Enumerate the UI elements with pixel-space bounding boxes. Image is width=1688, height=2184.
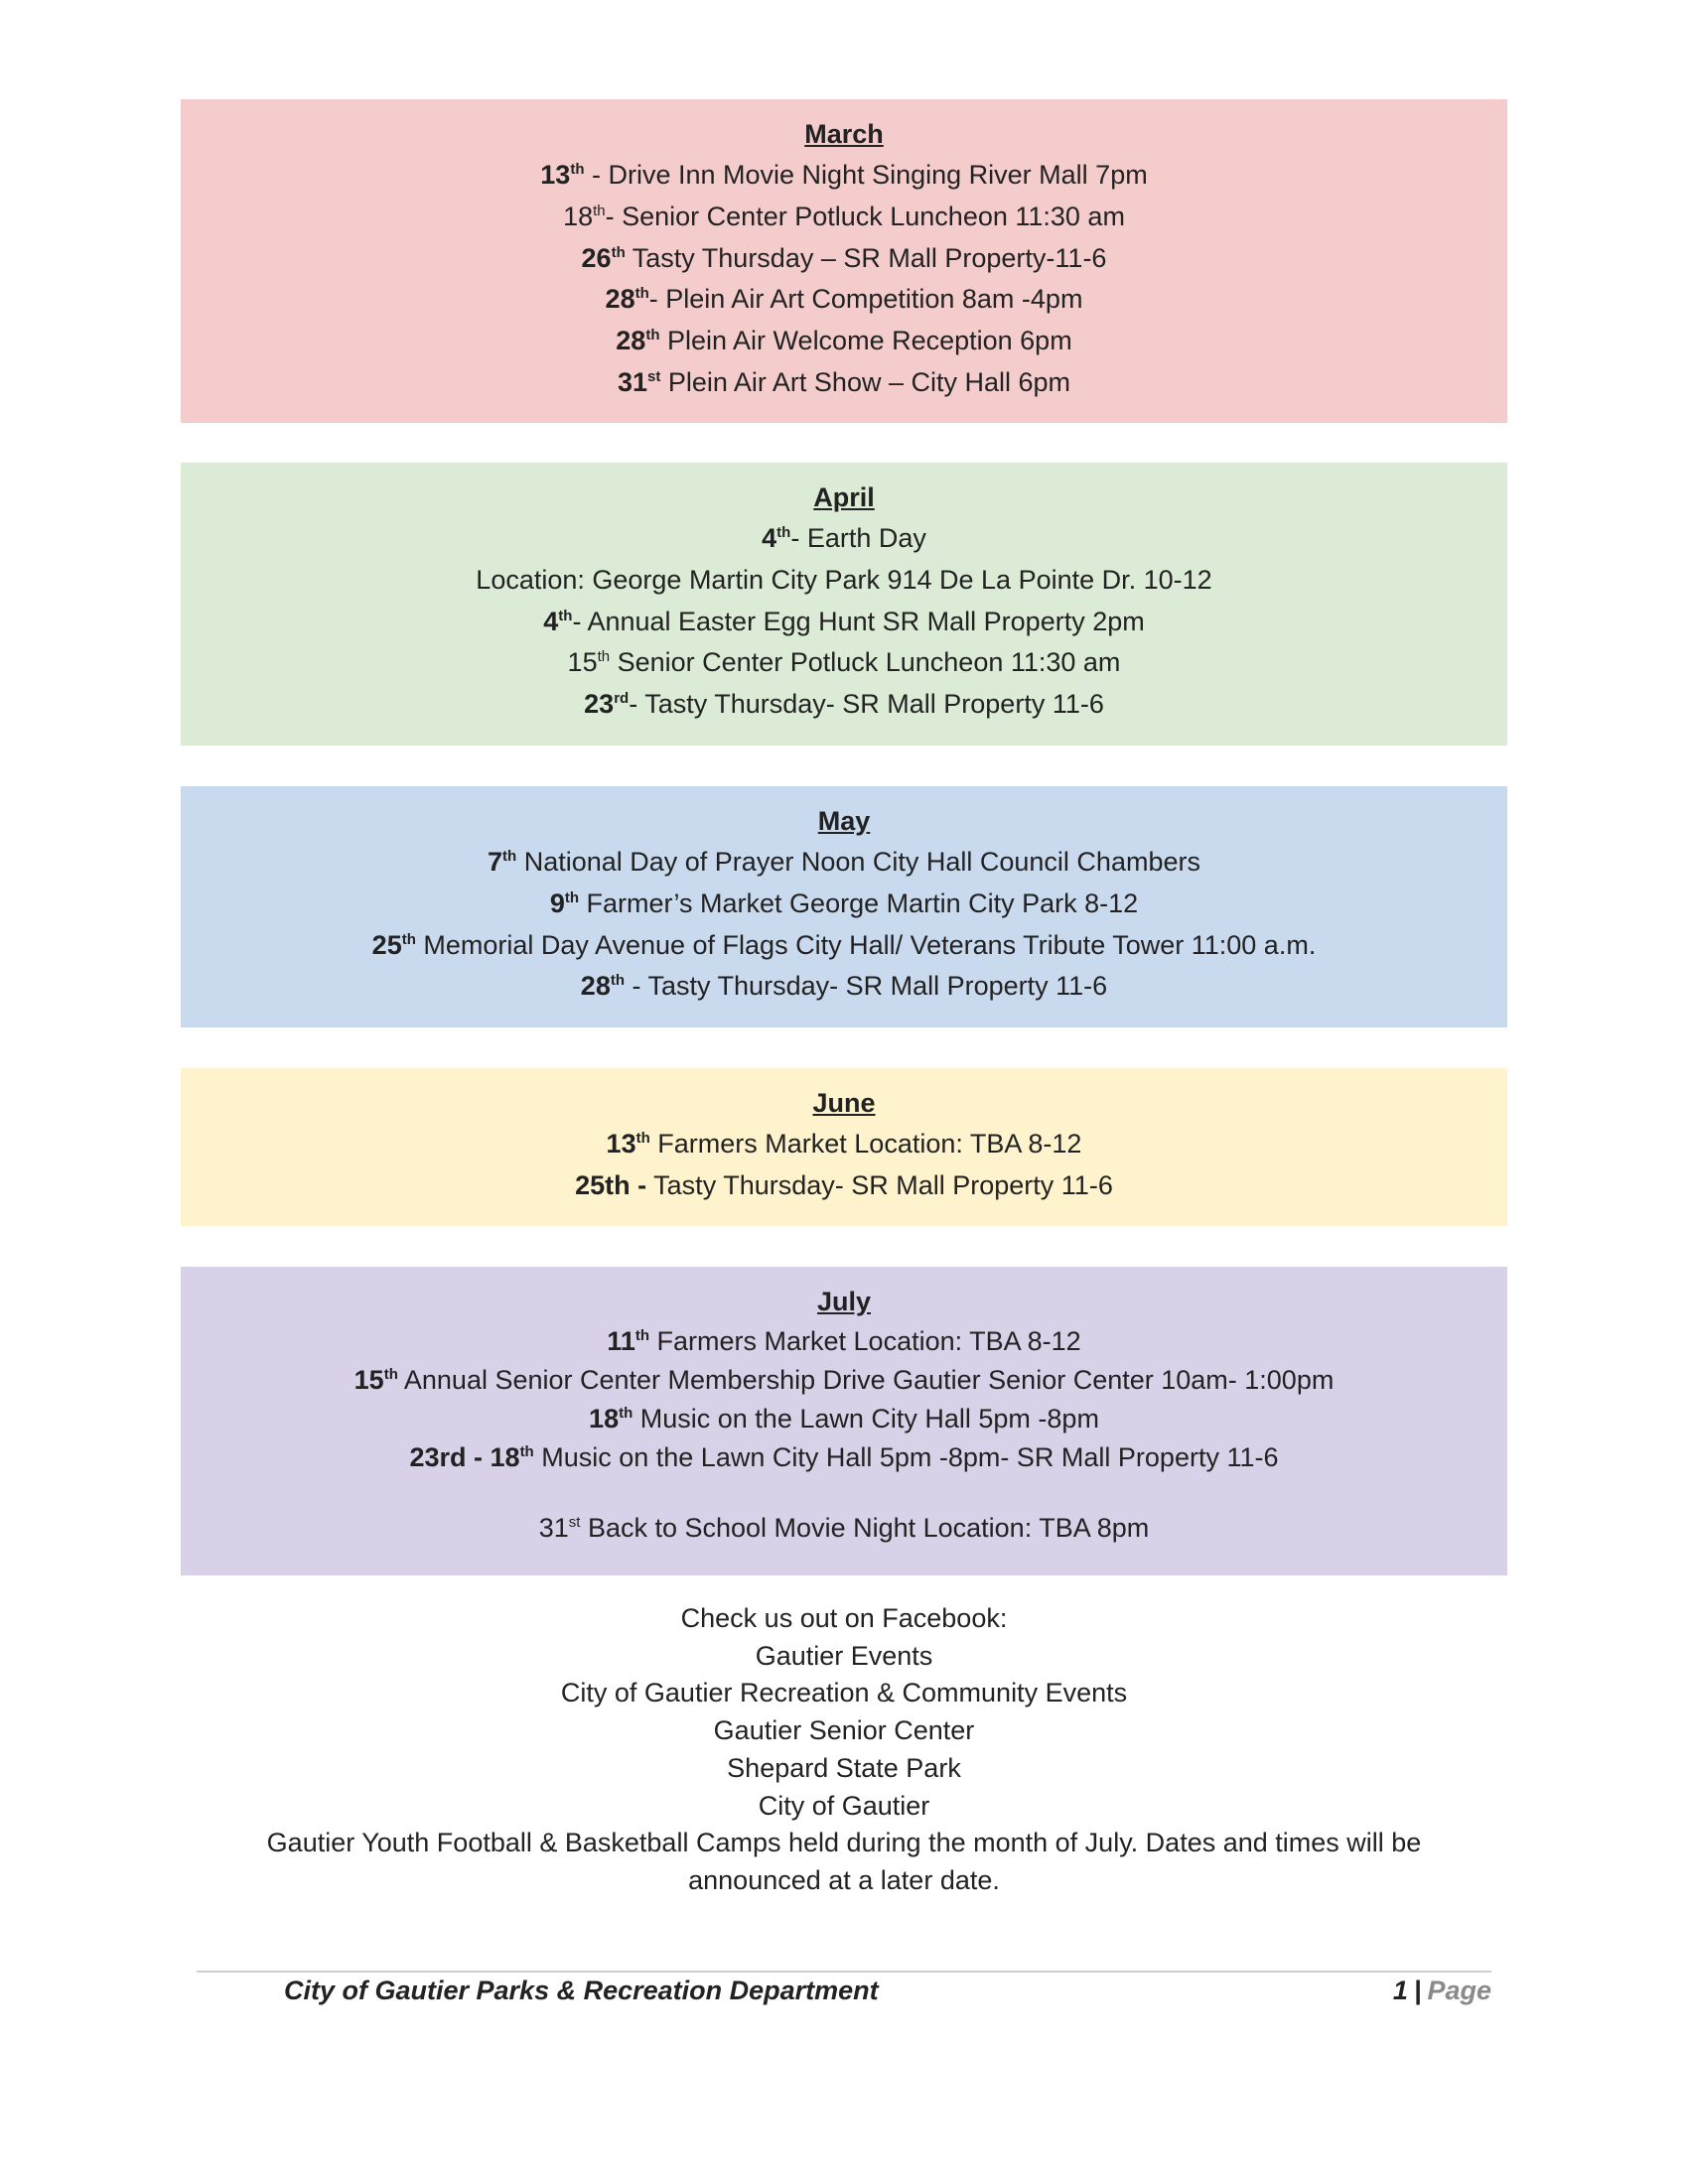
event-day-suffix: th: [634, 1327, 650, 1344]
event-line: [181, 197, 1507, 238]
event-text: Farmers Market Location: TBA 8-12: [649, 1129, 1082, 1159]
event-day-suffix: rd: [614, 690, 630, 708]
event-day: 25: [371, 929, 402, 960]
month-title: March: [804, 119, 884, 149]
facebook-page-item: Gautier Events: [755, 1640, 933, 1671]
event-day: 23: [584, 689, 615, 720]
event-text: - Drive Inn Movie Night Singing River Mall 7pm: [584, 160, 1148, 190]
event-day-suffix: th: [502, 848, 517, 865]
facebook-page-item: Shepard State Park: [727, 1752, 961, 1783]
event-day-suffix: th: [564, 888, 580, 906]
event-day-suffix: th: [519, 1443, 534, 1460]
event-line: [181, 1509, 1507, 1548]
event-day: 13: [606, 1129, 636, 1159]
event-line: [181, 155, 1507, 197]
event-day-suffix: th: [610, 972, 626, 990]
event-line: [181, 279, 1507, 321]
event-day-suffix: th: [776, 524, 791, 541]
event-day-suffix: th: [619, 1405, 633, 1422]
event-day-suffix: th: [645, 327, 660, 344]
event-text: Plein Air Welcome Reception 6pm: [659, 326, 1072, 356]
facebook-page-item: City of Gautier Recreation & Community Events: [560, 1678, 1128, 1708]
event-line: [181, 1322, 1507, 1361]
event-day: 28: [616, 326, 646, 356]
month-section-march: [181, 99, 1507, 423]
event-day-suffix: th: [401, 930, 416, 948]
facebook-heading: Check us out on Facebook:: [680, 1603, 1008, 1633]
event-day: 13: [540, 160, 571, 190]
event-line: [181, 602, 1507, 643]
event-text: Tasty Thursday – SR Mall Property-11-6: [625, 242, 1107, 273]
event-day-suffix: th: [611, 243, 626, 261]
event-day: 18: [563, 201, 594, 231]
event-text: Plein Air Art Show – City Hall 6pm: [660, 366, 1071, 397]
event-day: 15: [353, 1365, 384, 1395]
event-text: - Plein Air Art Competition 8am -4pm: [648, 284, 1083, 315]
event-day: 28: [580, 971, 611, 1002]
footer-department: City of Gautier Parks & Recreation Department: [284, 1976, 879, 2005]
month-section-april: [181, 463, 1507, 746]
event-day: 23rd - 18: [409, 1442, 520, 1472]
event-text: Back to School Movie Night Location: TBA 8pm: [580, 1513, 1150, 1543]
event-line: [181, 362, 1507, 404]
event-day-suffix: th: [558, 607, 573, 624]
event-text: National Day of Prayer Noon City Hall Council Chambers: [516, 847, 1200, 877]
event-line: [181, 642, 1507, 684]
event-day-suffix: th: [570, 161, 585, 178]
month-title: July: [816, 1287, 872, 1316]
event-line: [181, 1124, 1507, 1165]
event-day: 9: [549, 887, 565, 918]
event-text: Senior Center Potluck Luncheon 11:30 am: [610, 647, 1121, 678]
camps-note: Gautier Youth Football & Basketball Camps held during the month of July. Dates and times will be announced at a later date.: [266, 1828, 1422, 1895]
event-day: 4: [543, 606, 559, 636]
facebook-page-item: City of Gautier: [758, 1790, 930, 1821]
event-text: Farmer’s Market George Martin City Park 8-12: [579, 887, 1139, 918]
event-day-suffix: th: [593, 202, 606, 219]
event-day: 28: [605, 284, 635, 315]
event-line: [181, 925, 1507, 967]
event-line: [181, 1165, 1507, 1207]
event-day: 11: [607, 1326, 635, 1356]
event-day-suffix: th: [383, 1366, 398, 1383]
event-line: [181, 321, 1507, 362]
month-title: May: [817, 806, 871, 836]
page-number: 1: [1392, 1976, 1408, 2005]
event-line: [181, 684, 1507, 726]
event-line: [181, 238, 1507, 280]
event-text: Music on the Lawn City Hall 5pm -8pm: [633, 1404, 1099, 1433]
month-section-july: [181, 1267, 1507, 1575]
footer-divider: [197, 1971, 1491, 1973]
event-line: [181, 1361, 1507, 1400]
event-day: 15: [567, 647, 598, 678]
page-separator: |: [1413, 1976, 1422, 2005]
event-day-suffix: th: [634, 285, 649, 303]
facebook-section: [181, 1600, 1507, 1900]
event-day: 31: [538, 1513, 569, 1543]
event-day: 25th -: [575, 1169, 647, 1200]
event-text: - Tasty Thursday- SR Mall Property 11-6: [629, 689, 1104, 720]
event-text: Memorial Day Avenue of Flags City Hall/ Veterans Tribute Tower 11:00 a.m.: [415, 929, 1317, 960]
event-day: 7: [488, 847, 503, 877]
event-day: 31: [617, 366, 648, 397]
page-label: Page: [1427, 1976, 1491, 2005]
event-line: [181, 842, 1507, 884]
event-text: - Earth Day: [790, 523, 926, 553]
month-title: June: [812, 1088, 876, 1118]
event-text: Farmers Market Location: TBA 8-12: [649, 1326, 1081, 1356]
facebook-page-item: Gautier Senior Center: [713, 1715, 975, 1746]
month-section-may: [181, 786, 1507, 1027]
event-day-suffix: th: [635, 1130, 650, 1147]
event-text: - Senior Center Potluck Luncheon 11:30 am: [605, 201, 1125, 231]
event-text: Music on the Lawn City Hall 5pm -8pm- SR Mall Property 11-6: [533, 1442, 1279, 1472]
event-line: [181, 518, 1507, 560]
event-line: [181, 1400, 1507, 1438]
event-line: [181, 884, 1507, 925]
event-day-suffix: st: [647, 367, 661, 385]
event-text: Location: George Martin City Park 914 De La Pointe Dr. 10-12: [476, 564, 1212, 595]
event-text: - Annual Easter Egg Hunt SR Mall Property 2pm: [572, 606, 1145, 636]
event-day: 18: [589, 1404, 620, 1433]
event-day: 26: [581, 242, 612, 273]
event-day: 4: [762, 523, 777, 553]
event-line: [181, 966, 1507, 1008]
month-section-june: [181, 1068, 1507, 1226]
event-day-suffix: st: [568, 1514, 581, 1531]
footer-page-indicator: [1393, 1976, 1491, 2006]
event-line: [181, 1438, 1507, 1477]
event-day-suffix: th: [597, 648, 611, 666]
event-text: Annual Senior Center Membership Drive Gautier Senior Center 10am- 1:00pm: [397, 1365, 1335, 1395]
event-text: - Tasty Thursday- SR Mall Property 11-6: [625, 971, 1108, 1002]
event-line: [181, 560, 1507, 602]
event-text: Tasty Thursday- SR Mall Property 11-6: [646, 1169, 1113, 1200]
month-title: April: [813, 482, 875, 512]
